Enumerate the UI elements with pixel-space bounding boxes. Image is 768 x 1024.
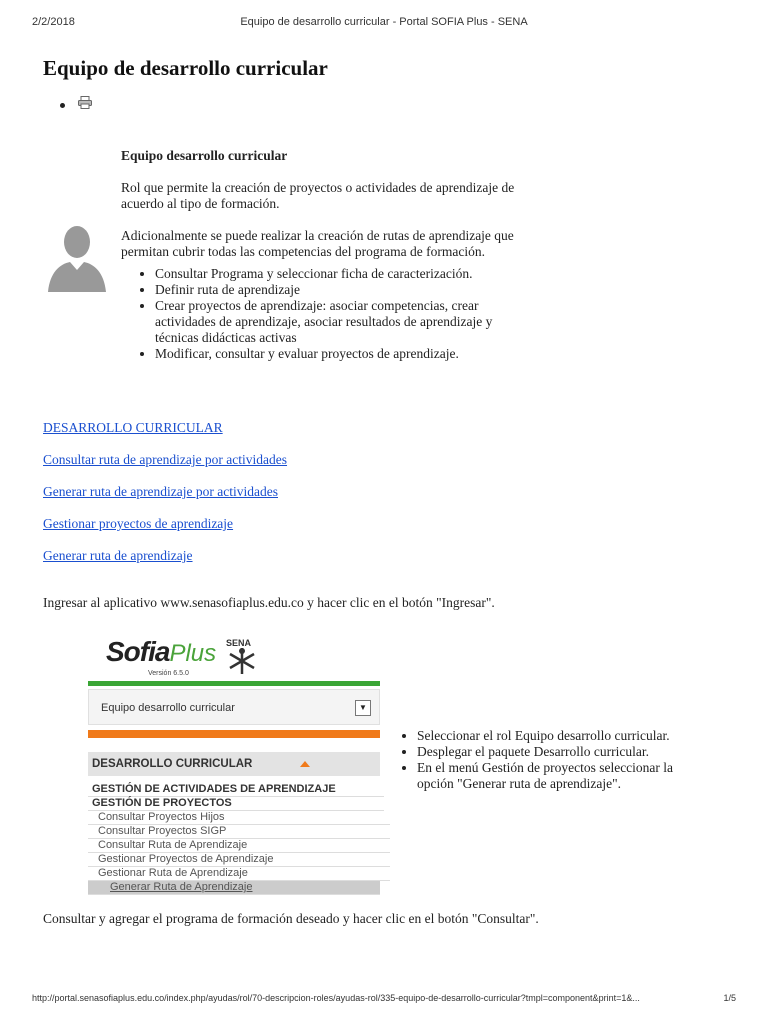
menu-item-gestion-actividades[interactable]: GESTIÓN DE ACTIVIDADES DE APRENDIZAJE [88, 783, 384, 797]
intro-text: Ingresar al aplicativo www.senasofiaplus.edu.co y hacer clic en el botón "Ingresar". [43, 595, 495, 610]
sena-logo-text: SENA [226, 638, 252, 648]
orange-bar [88, 730, 380, 738]
list-item: • Definir ruta de aprendizaje [155, 282, 521, 298]
role-paragraph-2: Adicionalmente se puede realizar la creación de rutas de aprendizaje que permitan cubrir todas las competencias del programa de formación. [121, 228, 514, 259]
list-item: • Seleccionar el rol Equipo desarrollo curricular. [417, 728, 700, 744]
page-title: Equipo de desarrollo curricular [43, 56, 328, 80]
menu-item-consultar-ruta[interactable]: Consultar Ruta de Aprendizaje [88, 839, 390, 853]
footer-url: http://portal.senasofiaplus.edu.co/index.php/ayudas/rol/70-descripcion-roles/ayudas-rol/335-equipo-de-desarrollo-curricular?tmpl=component&print=1&... [32, 993, 640, 1003]
list-item: • En el menú Gestión de proyectos seleccionar la opción "Generar ruta de aprendizaje". [417, 760, 700, 792]
role-select-value: Equipo desarrollo curricular [101, 702, 235, 714]
menu-header-label: DESARROLLO CURRICULAR [92, 758, 253, 770]
user-silhouette-icon [46, 222, 108, 292]
link-desarrollo-curricular[interactable]: DESARROLLO CURRICULAR [43, 420, 223, 435]
list-item: • Modificar, consultar y evaluar proyectos de aprendizaje. [155, 346, 521, 362]
link-consultar-ruta-actividades[interactable]: Consultar ruta de aprendizaje por actividades [43, 452, 288, 467]
print-title: Equipo de desarrollo curricular - Portal SOFIA Plus - SENA [240, 16, 528, 28]
role-description [121, 148, 521, 362]
logo-plus-text: Plus [169, 640, 217, 667]
page-number: 1/5 [723, 993, 736, 1003]
role-heading: Equipo desarrollo curricular [121, 148, 288, 163]
links-section [43, 420, 287, 580]
version-label: Versión 6.5.0 [148, 670, 189, 677]
menu-item-generar-ruta[interactable]: Generar Ruta de Aprendizaje [88, 881, 380, 895]
role-select[interactable] [88, 689, 380, 725]
collapse-triangle-icon[interactable] [300, 761, 310, 767]
sena-logo [222, 634, 262, 676]
link-gestionar-proyectos[interactable]: Gestionar proyectos de aprendizaje [43, 516, 234, 531]
menu-item-consultar-proyectos-sigp[interactable]: Consultar Proyectos SIGP [88, 825, 390, 839]
list-item: • Crear proyectos de aprendizaje: asociar competencias, crear actividades de aprendizaje, asociar resultados de aprendizaje y técnicas didácticas activas [155, 298, 521, 346]
menu-item-gestionar-ruta[interactable]: Gestionar Ruta de Aprendizaje [88, 867, 390, 881]
embedded-screenshot [88, 630, 380, 896]
green-bar [88, 681, 380, 686]
menu-item-consultar-proyectos-hijos[interactable]: Consultar Proyectos Hijos [88, 811, 390, 825]
link-generar-ruta[interactable]: Generar ruta de aprendizaje [43, 548, 193, 563]
steps-list-container [400, 728, 700, 792]
logo-sofia-text: Sofia [106, 636, 170, 667]
link-generar-ruta-actividades[interactable]: Generar ruta de aprendizaje por actividades [43, 484, 278, 499]
steps-list [400, 728, 700, 792]
menu-item-gestion-proyectos[interactable]: GESTIÓN DE PROYECTOS [88, 797, 384, 811]
sofia-plus-logo [106, 636, 217, 677]
menu-header[interactable] [88, 752, 380, 776]
list-item: • Desplegar el paquete Desarrollo curricular. [417, 744, 700, 760]
menu-item-gestionar-proyectos[interactable]: Gestionar Proyectos de Aprendizaje [88, 853, 390, 867]
role-paragraph-1: Rol que permite la creación de proyectos o actividades de aprendizaje de acuerdo al tipo de formación. [121, 180, 515, 211]
bullet-dot [60, 103, 65, 108]
printer-icon[interactable] [78, 98, 92, 113]
outro-text: Consultar y agregar el programa de formación deseado y hacer clic en el botón "Consultar". [43, 911, 539, 926]
print-row [60, 96, 92, 114]
chevron-down-icon[interactable]: ▼ [355, 700, 371, 716]
role-features-list [121, 266, 521, 362]
print-date: 2/2/2018 [32, 16, 75, 28]
list-item: • Consultar Programa y seleccionar ficha de caracterización. [155, 266, 521, 282]
